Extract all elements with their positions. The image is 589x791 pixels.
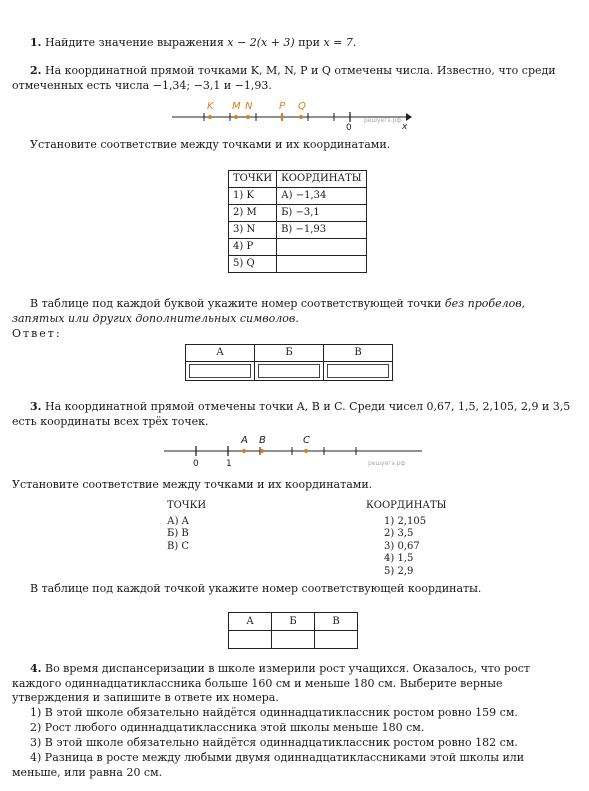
one-label: 1 (226, 459, 232, 469)
list-item: 1) 2,105 (384, 515, 427, 527)
table-header-row (229, 171, 367, 188)
point-B-marker (260, 449, 264, 453)
coords-header: КООРДИНАТЫ (366, 500, 447, 511)
task2-answer-table (185, 344, 393, 381)
col-coords: КООРДИНАТЫ (277, 171, 367, 188)
table-cell: В) −1,93 (277, 222, 367, 239)
zero-label: 0 (193, 459, 199, 469)
table-row (229, 188, 367, 205)
col-points: ТОЧКИ (229, 171, 277, 188)
point-B-label: B (259, 435, 266, 446)
task2-match-table (228, 170, 367, 273)
list-item: 4) 1,5 (384, 553, 414, 564)
points-header: ТОЧКИ (167, 500, 207, 511)
table-row (229, 222, 367, 239)
points-column (167, 500, 206, 553)
table-cell: А) −1,34 (277, 188, 367, 205)
answer-input-b[interactable] (272, 631, 315, 649)
answer-col-b: Б (255, 345, 324, 362)
answer-input-b[interactable] (258, 364, 320, 378)
table-cell: Б) −3,1 (277, 205, 367, 222)
point-Q-marker (299, 115, 303, 119)
watermark: решуегэ.рф (364, 117, 402, 124)
answer-input-a[interactable] (189, 364, 251, 378)
point-A-label: A (241, 435, 248, 446)
list-item: Б) B (167, 528, 189, 539)
task4-item-3: 3) В этой школе обязательно найдётся одиннадцатиклассник ростом ровно 182 см. (30, 736, 518, 749)
answer-col-a: А (229, 613, 272, 631)
list-item: 5) 2,9 (384, 565, 414, 577)
answer-col-v: В (315, 613, 358, 631)
table-cell: 2) M (229, 205, 277, 222)
task3-number-line (160, 434, 430, 470)
table-cell: 5) Q (229, 256, 277, 273)
task4-item-1: 1) В этой школе обязательно найдётся одиннадцатиклассник ростом ровно 159 см. (30, 706, 518, 719)
answer-col-v: В (324, 345, 393, 362)
answer-input-v[interactable] (315, 631, 358, 649)
task4-item-4: 4) Разница в росте между любыми двумя одиннадцатиклассниками этой школы или меньше, или равна 20 см. (12, 751, 525, 779)
point-A-marker (242, 449, 246, 453)
task1-text: 1. Найдите значение выражения x − 2(x + 3) при x = 7. (30, 36, 357, 49)
answer-label: Ответ: (12, 327, 62, 340)
point-Q-label: Q (298, 101, 306, 112)
table-row (229, 239, 367, 256)
list-item: В) C (167, 540, 190, 552)
task4-intro: 4. Во время диспансеризации в школе измерили рост учащихся. Оказалось, что рост каждого одиннадцатиклассника больше 160 см и меньше 180 см. Выберите верные утверждения и запишите в ответе их номера. (12, 662, 530, 705)
task3-intro: 3. На координатной прямой отмечены точки A, B и C. Среди чисел 0,67, 1,5, 2,105, 2,9 и 3,5 есть координаты всех трёх точек. (12, 400, 571, 428)
table-cell (277, 256, 367, 273)
table-cell (277, 239, 367, 256)
task3-instruction: Установите соответствие между точками и их координатами. (12, 478, 373, 491)
point-M-label: M (232, 101, 241, 112)
table-cell: 4) P (229, 239, 277, 256)
point-P-marker (280, 115, 284, 119)
point-N-label: N (245, 101, 253, 112)
task2-instruction: Установите соответствие между точками и их координатами. (30, 138, 391, 151)
coords-column (366, 500, 447, 578)
zero-label: 0 (346, 123, 352, 132)
task3-answer-table (228, 612, 358, 649)
task2-number-line (170, 100, 415, 132)
task2-note: В таблице под каждой буквой укажите номер соответствующей точки без пробелов, запятых или других дополнительных символов. (12, 297, 526, 325)
point-K-marker (208, 115, 212, 119)
task2-intro: 2. На координатной прямой точками K, M, N, P и Q отмечены числа. Известно, что среди отмеченных есть числа −1,34; −3,1 и −1,93. (12, 64, 556, 92)
point-C-label: C (303, 435, 310, 446)
point-M-marker (234, 115, 238, 119)
task4-item-2: 2) Рост любого одиннадцатиклассника этой школы меньше 180 см. (30, 721, 425, 734)
point-K-label: K (207, 101, 214, 112)
list-item: 3) 0,67 (384, 540, 420, 552)
list-item: 2) 3,5 (384, 528, 414, 539)
list-item: А) A (167, 515, 189, 527)
table-cell: 1) K (229, 188, 277, 205)
table-cell: 3) N (229, 222, 277, 239)
answer-col-b: Б (272, 613, 315, 631)
table-row (229, 205, 367, 222)
watermark: решуегэ.рф (368, 460, 406, 467)
point-N-marker (246, 115, 250, 119)
answer-input-v[interactable] (327, 364, 389, 378)
axis-var: x (402, 122, 408, 132)
point-C-marker (304, 449, 308, 453)
table-row (229, 256, 367, 273)
task3-note: В таблице под каждой точкой укажите номер соответствующей координаты. (30, 582, 482, 595)
point-P-label: P (279, 101, 286, 112)
answer-col-a: А (186, 345, 255, 362)
answer-input-a[interactable] (229, 631, 272, 649)
